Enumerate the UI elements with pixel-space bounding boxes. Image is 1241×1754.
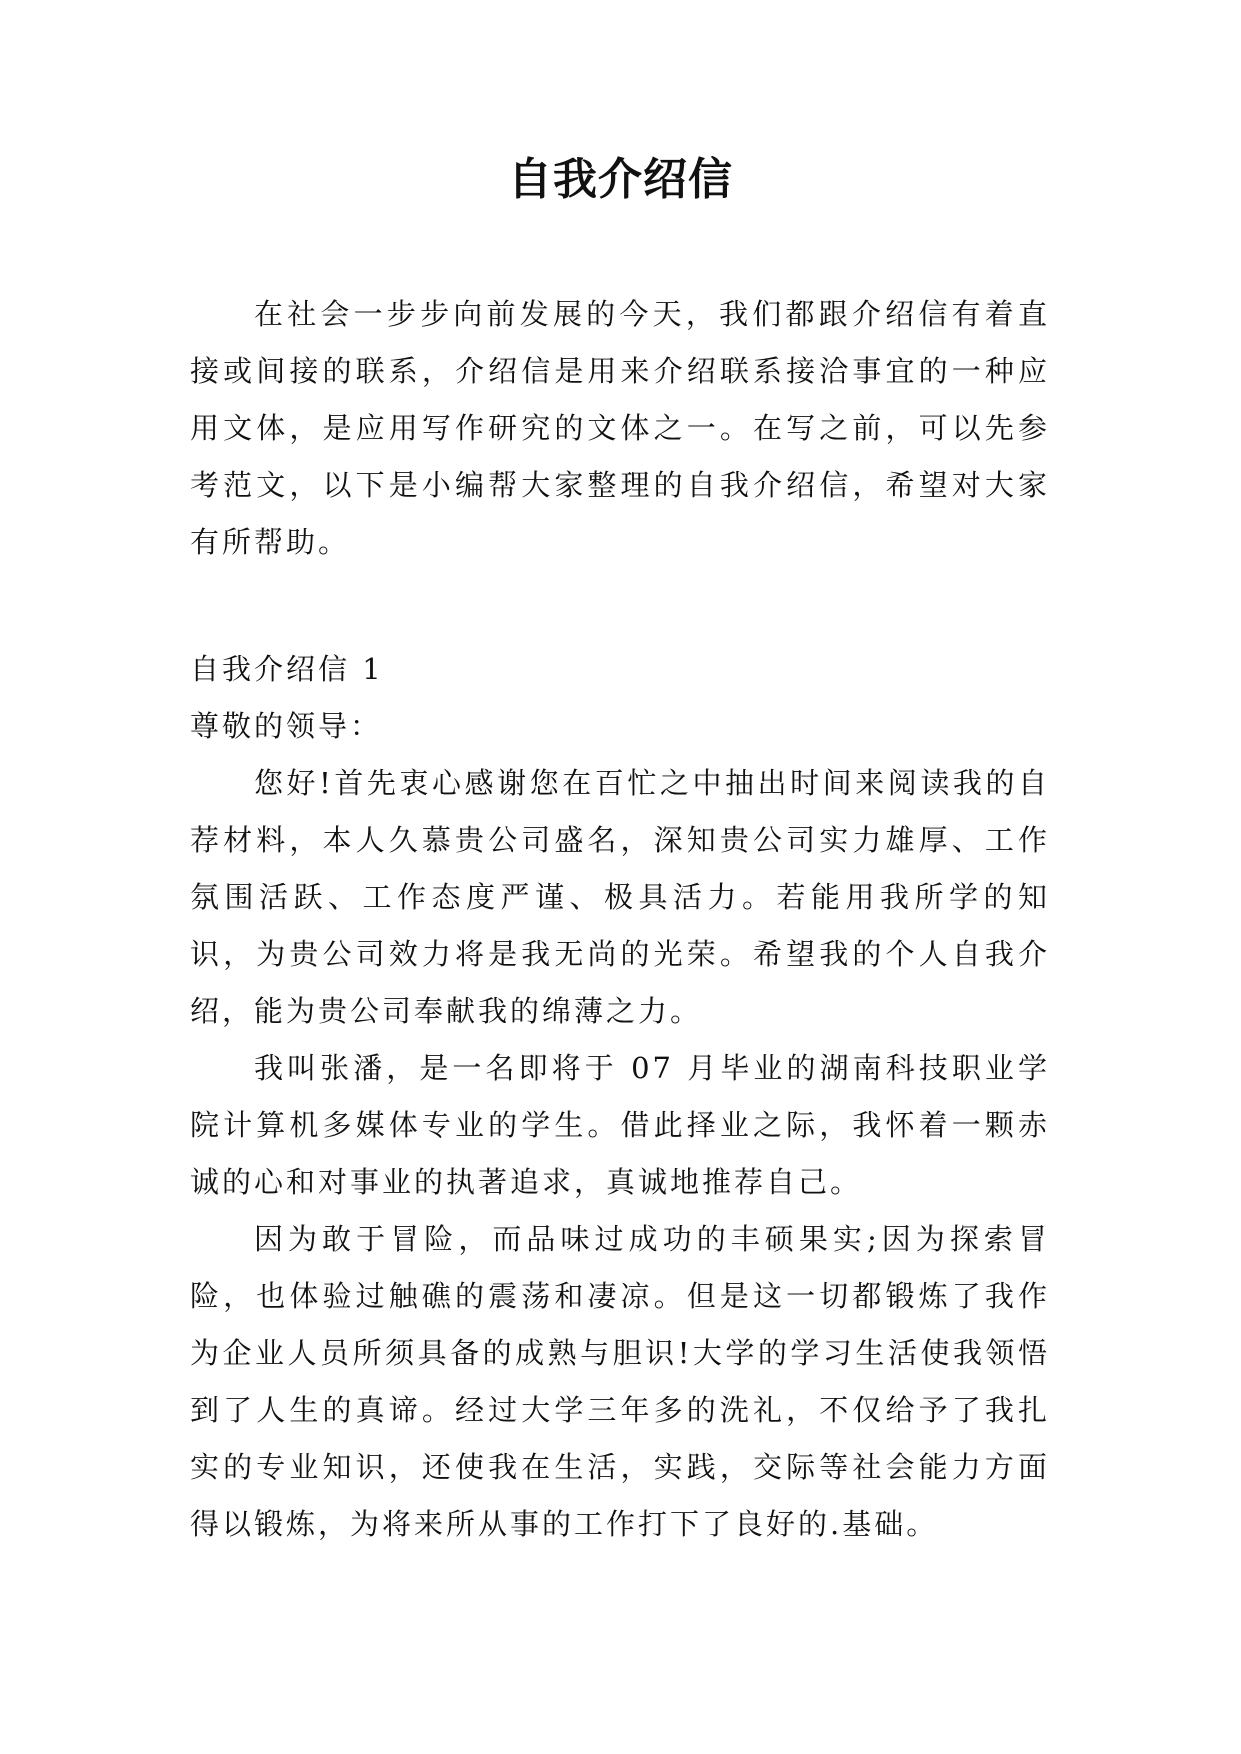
document-body	[190, 286, 1050, 1553]
intro-paragraph: 在社会一步步向前发展的今天，我们都跟介绍信有着直接或间接的联系，介绍信是用来介绍联系接洽事宜的一种应用文体，是应用写作研究的文体之一。在写之前，可以先参考范文，以下是小编帮大家整理的自我介绍信，希望对大家有所帮助。	[190, 297, 1050, 559]
body-paragraph: 您好!首先衷心感谢您在百忙之中抽出时间来阅读我的自荐材料，本人久慕贵公司盛名，深知贵公司实力雄厚、工作氛围活跃、工作态度严谨、极具活力。若能用我所学的知识，为贵公司效力将是我无尚的光荣。希望我的个人自我介绍，能为贵公司奉献我的绵薄之力。	[190, 766, 1050, 1028]
section-heading: 自我介绍信 1	[190, 652, 384, 686]
body-paragraph: 我叫张潘，是一名即将于 07 月毕业的湖南科技职业学院计算机多媒体专业的学生。借此择业之际，我怀着一颗赤诚的心和对事业的执著追求，真诚地推荐自己。	[190, 1051, 1050, 1199]
section-spacer	[190, 571, 1050, 641]
body-paragraph: 因为敢于冒险，而品味过成功的丰硕果实;因为探索冒险，也体验过触礁的震荡和凄凉。但是这一切都锻炼了我作为企业人员所须具备的成熟与胆识!大学的学习生活使我领悟到了人生的真谛。经过大学三年多的洗礼，不仅给予了我扎实的专业知识，还使我在生活，实践，交际等社会能力方面得以锻炼，为将来所从事的工作打下了良好的.基础。	[190, 1222, 1050, 1541]
salutation: 尊敬的领导：	[190, 709, 383, 743]
document-title: 自我介绍信	[508, 154, 733, 205]
